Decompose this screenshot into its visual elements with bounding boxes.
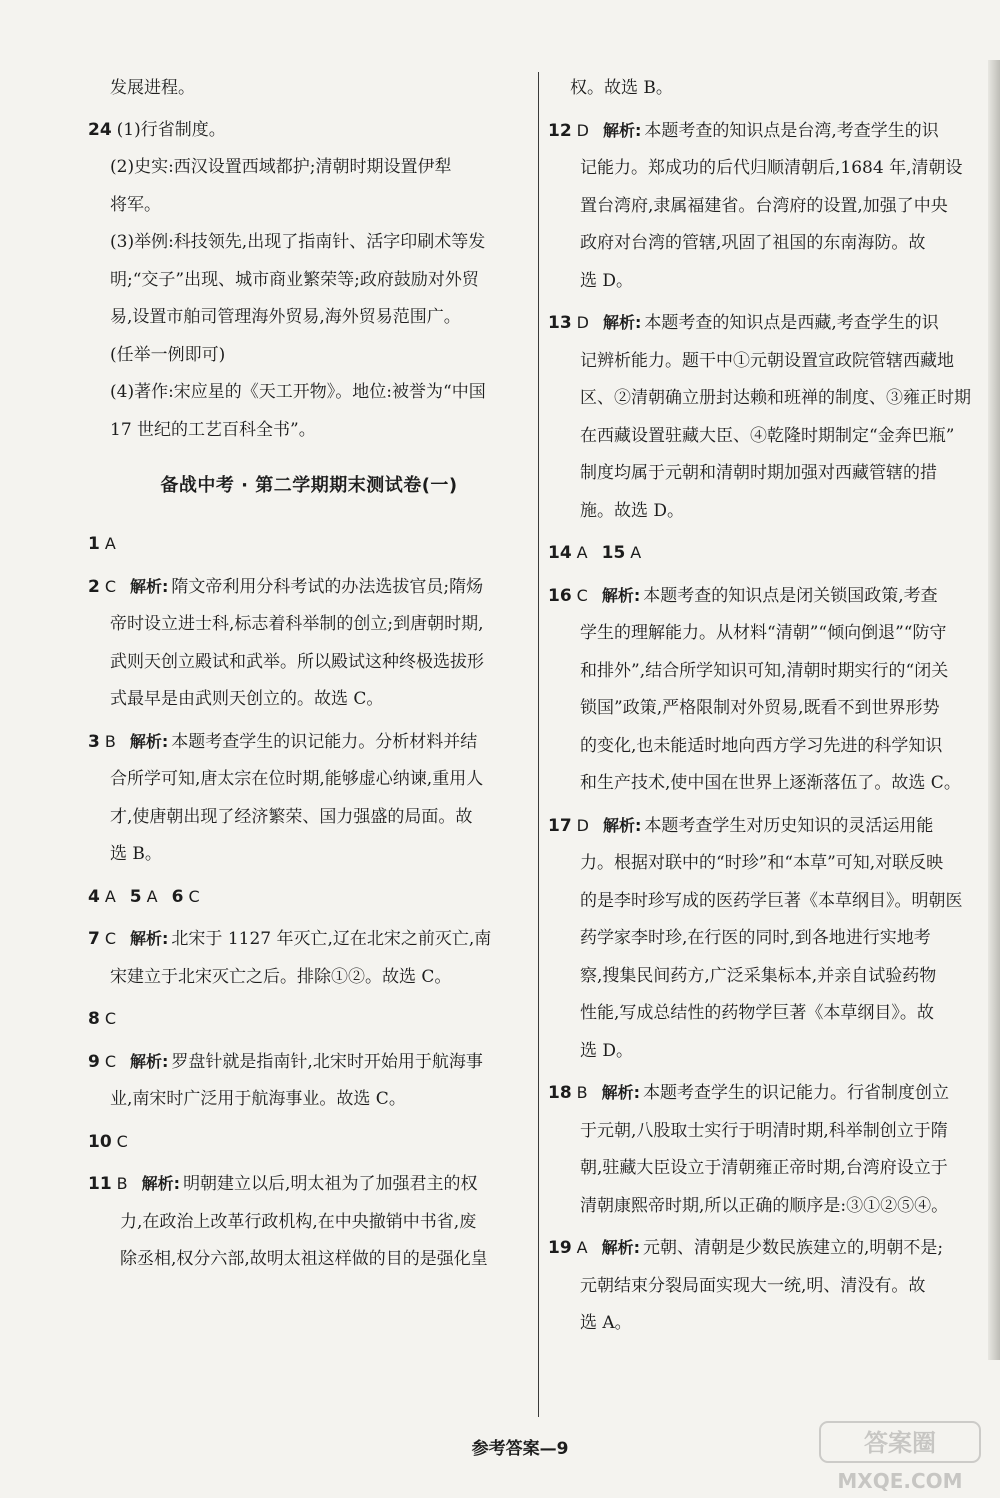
answer-choice: C <box>104 1009 117 1028</box>
analysis-text: 制度均属于元朝和清朝时期加强对西藏管辖的措 <box>580 463 937 483</box>
analysis-text: 本题考查学生对历史知识的灵活运用能 <box>644 815 934 836</box>
analysis-text: 的是李时珍写成的医药学巨著《本草纲目》。明朝医 <box>580 890 963 911</box>
q24-part-line <box>88 262 530 300</box>
answer-text: 明;“交子”出现、城市商业繁荣等;政府鼓励对外贸 <box>110 269 479 290</box>
answer-choice: C <box>104 1051 117 1071</box>
analysis-text: 于元朝,八股取士实行于明清时期,科举制创立于隋 <box>580 1120 948 1141</box>
continued-line-left <box>88 70 530 108</box>
question-number: 7 <box>88 929 100 949</box>
answer-line <box>548 577 988 616</box>
analysis-text: 本题考查的知识点是闭关锁国政策,考查 <box>643 585 938 606</box>
q24-part-line <box>88 412 530 450</box>
question-number: 12 <box>548 120 572 141</box>
analysis-label: 解析: <box>141 1174 181 1193</box>
answer-choice: C <box>116 1131 128 1151</box>
q24-part-line <box>88 187 530 225</box>
continued-text: 发展进程。 <box>110 78 195 98</box>
answer-text: (3)举例:科技领先,出现了指南针、活字印刷术等发 <box>110 232 486 252</box>
analysis-text: 记能力。郑成功的后代归顺清朝后,1684 年,清朝设 <box>580 158 963 178</box>
question-number: 16 <box>548 585 572 606</box>
answer-item <box>88 1123 530 1162</box>
q24-part-line <box>88 337 530 375</box>
answer-choice: C <box>104 576 117 596</box>
scan-edge-shadow <box>988 60 1000 1360</box>
question-number: 10 <box>88 1131 112 1152</box>
analysis-text: 本题考查学生的识记能力。分析材料并结 <box>171 731 478 752</box>
analysis-label: 解析: <box>603 120 642 140</box>
analysis-text: 朝,驻藏大臣设立于清朝雍正帝时期,台湾府设立于 <box>580 1158 948 1178</box>
analysis-text: 选 B。 <box>110 844 162 864</box>
analysis-text: 置台湾府,隶属福建省。台湾府的设置,加强了中央 <box>580 195 948 216</box>
answer-item <box>548 577 988 803</box>
answer-item <box>88 878 530 917</box>
answer-item <box>548 1229 988 1343</box>
answer-choice: A <box>576 1238 588 1257</box>
left-column <box>88 70 530 1283</box>
question-number: 4 <box>88 886 100 907</box>
analysis-text: 罗盘针就是指南针,北宋时开始用于航海事 <box>171 1051 483 1072</box>
answer-text: (2)史实:西汉设置西域都护;清朝时期设置伊犁 <box>110 157 452 177</box>
analysis-text: 本题考查的知识点是台湾,考查学生的识 <box>644 120 939 141</box>
analysis-text: 区、②清朝确立册封达赖和班禅的制度、③雍正时期 <box>580 388 971 408</box>
question-number: 24 <box>88 119 112 140</box>
analysis-text: 在西藏设置驻藏大臣、④乾隆时期制定“金奔巴瓶” <box>580 425 955 446</box>
analysis-text: 和排外”,结合所学知识可知,清朝时期实行的“闭关 <box>580 660 949 681</box>
column-divider <box>538 72 539 1417</box>
analysis-text: 宋建立于北宋灭亡之后。排除①②。故选 C。 <box>110 966 452 987</box>
analysis-text: 和生产技术,使中国在世界上逐渐落伍了。故选 C。 <box>580 773 961 793</box>
answer-item <box>548 304 988 530</box>
continued-line-right <box>548 70 988 108</box>
watermark-logo <box>812 1418 988 1496</box>
analysis-text: 选 D。 <box>580 1040 634 1061</box>
analysis-text: 元朝结束分裂局面实现大一统,明、清没有。故 <box>580 1275 926 1296</box>
answer-choice: A <box>576 543 588 562</box>
question-number: 14 <box>548 543 572 563</box>
answer-choice: A <box>104 534 116 553</box>
answer-text: 易,设置市舶司管理海外贸易,海外贸易范围广。 <box>110 307 461 327</box>
answer-choice: D <box>576 313 589 332</box>
answer-choice: D <box>576 120 589 140</box>
question-number: 3 <box>88 731 100 752</box>
answer-line <box>548 112 988 151</box>
answer-item <box>88 723 530 874</box>
analysis-text: 合所学可知,唐太宗在位时期,能够虚心纳谏,重用人 <box>110 769 484 789</box>
answer-item <box>88 568 530 719</box>
question-number: 13 <box>548 313 572 333</box>
analysis-label: 解析: <box>603 815 642 835</box>
analysis-text: 武则天创立殿试和武举。所以殿试这种终极选拔形 <box>110 651 484 672</box>
question-number: 19 <box>548 1238 572 1258</box>
answer-line <box>548 1229 988 1268</box>
analysis-text: 学生的理解能力。从材料“清朝”“倾向倒退”“防守 <box>580 623 947 643</box>
answer-line <box>88 1000 530 1039</box>
answer-choice: D <box>576 815 589 835</box>
analysis-text: 业,南宋时广泛用于航海事业。故选 C。 <box>110 1089 406 1109</box>
analysis-text: 施。故选 D。 <box>580 500 685 521</box>
analysis-text: 性能,写成总结性的药物学巨著《本草纲目》。故 <box>580 1003 934 1023</box>
analysis-label: 解析: <box>603 313 642 332</box>
analysis-text: 本题考查学生的识记能力。行省制度创立 <box>643 1083 950 1103</box>
question-number: 18 <box>548 1083 572 1103</box>
answer-choice: B <box>104 731 116 751</box>
answer-item <box>88 1000 530 1039</box>
analysis-label: 解析: <box>129 731 169 751</box>
analysis-label: 解析: <box>130 576 169 596</box>
answer-line <box>88 568 530 607</box>
question-number: 2 <box>88 576 100 597</box>
analysis-text: 的变化,也未能适时地向西方学习先进的科学知识 <box>580 735 943 756</box>
analysis-text: 除丞相,权分六部,故明太祖这样做的目的是强化皇 <box>120 1249 488 1269</box>
analysis-text: 记辨析能力。题干中①元朝设置宣政院管辖西藏地 <box>580 350 954 371</box>
page-footer: 参考答案—9 <box>471 1439 569 1459</box>
question-number: 1 <box>88 534 100 554</box>
question-24 <box>88 112 530 450</box>
answer-line <box>88 1043 530 1082</box>
continued-text: 权。故选 B。 <box>570 78 673 98</box>
analysis-text: 式最早是由武则天创立的。故选 C。 <box>110 689 384 709</box>
answer-text: (1)行省制度。 <box>116 119 226 140</box>
answer-line <box>88 525 530 564</box>
analysis-text: 力。根据对联中的“时珍”和“本草”可知,对联反映 <box>580 853 944 873</box>
answer-text: (4)著作:宋应星的《天工开物》。地位:被誉为“中国 <box>110 382 486 402</box>
answer-line <box>88 1123 530 1162</box>
analysis-text: 明朝建立以后,明太祖为了加强君主的权 <box>183 1174 478 1194</box>
answer-choice: C <box>104 929 117 948</box>
answer-item <box>548 807 988 1071</box>
answer-choice: B <box>116 1174 128 1193</box>
question-number: 11 <box>88 1174 112 1194</box>
answer-choice: A <box>104 886 116 906</box>
analysis-text: 本题考查的知识点是西藏,考查学生的识 <box>644 313 939 333</box>
answer-item <box>88 525 530 564</box>
analysis-text: 药学家李时珍,在行医的同时,到各地进行实地考 <box>580 928 931 948</box>
answer-choice: C <box>576 585 588 605</box>
analysis-label: 解析: <box>130 929 169 948</box>
analysis-text: 北宋于 1127 年灭亡,辽在北宋之前灭亡,南 <box>171 929 492 949</box>
analysis-label: 解析: <box>601 1083 641 1102</box>
analysis-text: 帝时设立进士科,标志着科举制的创立;到唐朝时期, <box>110 614 484 634</box>
answer-line <box>548 534 988 573</box>
answer-choice: B <box>576 1083 588 1102</box>
answer-text: 将军。 <box>110 194 161 215</box>
answer-text: 17 世纪的工艺百科全书”。 <box>110 419 316 440</box>
analysis-text: 才,使唐朝出现了经济繁荣、国力强盛的局面。故 <box>110 806 473 827</box>
question-number: 6 <box>171 886 184 907</box>
left-answer-list <box>88 525 530 1279</box>
answer-line <box>88 920 530 959</box>
analysis-text: 清朝康熙帝时期,所以正确的顺序是:③①②⑤④。 <box>580 1195 949 1216</box>
question-number: 8 <box>88 1009 100 1029</box>
q24-part-line <box>88 299 530 337</box>
answer-item <box>548 1074 988 1225</box>
question-number: 9 <box>88 1051 100 1072</box>
q24-part-line <box>88 224 530 262</box>
q24-part-line <box>88 374 530 412</box>
answer-line <box>548 1074 988 1113</box>
svg-text:MXQE.COM: MXQE.COM <box>837 1469 963 1493</box>
answer-text: (任举一例即可) <box>110 344 226 365</box>
analysis-text: 元朝、清朝是少数民族建立的,明朝不是; <box>643 1238 944 1258</box>
answer-line <box>548 807 988 846</box>
answer-choice: C <box>188 886 200 906</box>
question-number: 15 <box>601 543 626 563</box>
analysis-label: 解析: <box>601 1238 641 1257</box>
answer-choice: A <box>630 543 642 562</box>
answer-item <box>88 1165 530 1279</box>
right-column <box>548 70 988 1347</box>
analysis-text: 选 D。 <box>580 270 634 291</box>
analysis-label: 解析: <box>601 585 641 605</box>
answer-item <box>88 920 530 996</box>
section-title: 备战中考 · 第二学期期末测试卷(一) <box>160 475 458 496</box>
question-number: 5 <box>129 886 142 907</box>
question-number: 17 <box>548 815 572 836</box>
analysis-text: 政府对台湾的管辖,巩固了祖国的东南海防。故 <box>580 233 926 253</box>
right-answer-list <box>548 112 988 1343</box>
answer-line <box>88 878 530 917</box>
answer-choice: A <box>146 886 158 906</box>
answer-line <box>88 723 530 762</box>
answer-line <box>548 304 988 343</box>
analysis-text: 锁国”政策,严格限制对外贸易,既看不到世界形势 <box>580 698 940 718</box>
analysis-text: 隋文帝利用分科考试的办法选拔官员;隋炀 <box>171 576 484 597</box>
svg-text:答案圈: 答案圈 <box>864 1429 936 1457</box>
analysis-text: 力,在政治上改革行政机构,在中央撤销中书省,废 <box>120 1211 477 1232</box>
q24-part-line <box>88 149 530 187</box>
analysis-text: 察,搜集民间药方,广泛采集标本,并亲自试验药物 <box>580 965 937 986</box>
analysis-text: 选 A。 <box>580 1313 632 1333</box>
answer-item <box>548 112 988 301</box>
answer-line <box>88 1165 530 1204</box>
answer-item <box>548 534 988 573</box>
q24-part-line <box>88 112 530 150</box>
answer-item <box>88 1043 530 1119</box>
analysis-label: 解析: <box>130 1051 169 1071</box>
